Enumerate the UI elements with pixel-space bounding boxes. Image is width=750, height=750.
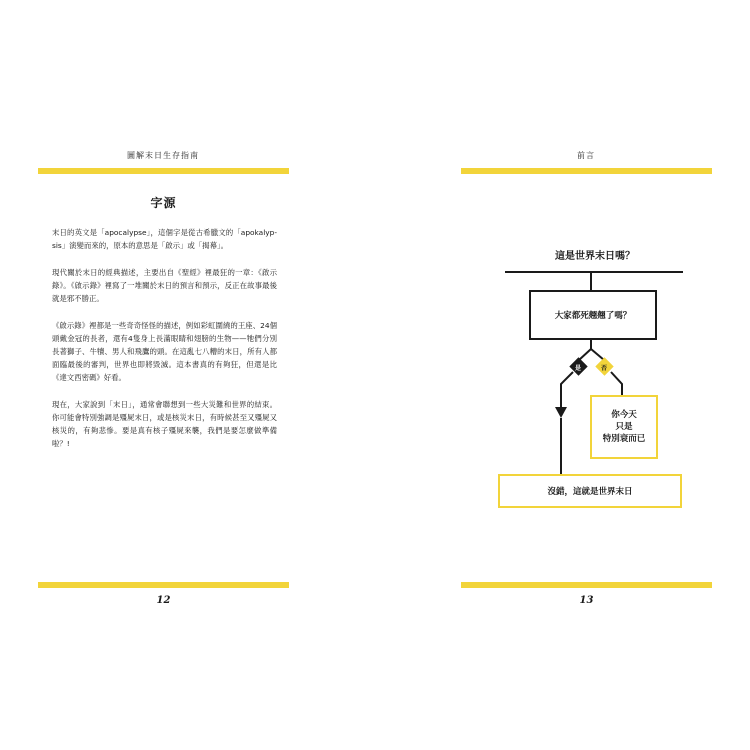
flowchart-box-unlucky: 你今天 只是 特別衰而已 <box>590 395 658 459</box>
paragraph-1: 末日的英文是「apocalypse」，這個字是從古希臘文的「apokalyp-sis」演變而來的，原本的意思是「啟示」或「揭幕」。 <box>52 228 277 250</box>
paragraph-3: 《啟示錄》裡都是一些奇奇怪怪的描述，例如彩虹圍繞的王座、24個頭戴金冠的長者，還有4隻身上長滿眼睛和翅膀的生物——牠們分別長著獅子、牛犢、男人和飛鷹的頭。在這亂七八糟的末日，所有人都面臨最後的審判，世界也即將毀滅。這本書真的有夠狂，但還是比《達文西密碼》好看。 <box>52 321 277 382</box>
yes-label: 是 <box>574 365 581 372</box>
body-text <box>52 226 277 464</box>
section-title: 字源 <box>150 196 177 210</box>
no-label: 否 <box>600 365 607 372</box>
flowchart-question: 這是世界末日嗎？ <box>555 251 635 262</box>
paragraph-4: 現在，大家說到「末日」，通常會聯想到一些大災難和世界的結束。你可能會特別強調是殭屍末日，或是核災末日，有時候甚至又殭屍又核災的，有夠悲慘。要是真有核子殭屍來襲，我們是要怎麼做準備啦？! <box>52 400 277 448</box>
connector-line <box>611 372 622 395</box>
connector-line <box>561 372 573 407</box>
connector-line <box>579 349 591 360</box>
bottom-rule-left <box>38 582 289 588</box>
flowchart-connectors <box>375 0 750 750</box>
page-number-right: 13 <box>579 595 594 606</box>
flowchart-box-apocalypse: 沒錯，這就是世界末日 <box>498 474 682 508</box>
paragraph-2: 現代關於末日的經典描述，主要出自《聖經》裡最狂的一章：《啟示錄》。《啟示錄》裡寫了一堆關於末日的預言和預示，反正在故事最後就是邪不勝正。 <box>52 268 277 303</box>
right-page <box>375 0 750 750</box>
running-head-right: 前言 <box>577 151 595 160</box>
arrow-down-icon <box>555 407 567 418</box>
running-head-left: 圖解末日生存指南 <box>127 151 199 160</box>
flowchart-box-dead: 大家都死翹翹了嗎？ <box>529 290 657 340</box>
top-rule-left <box>38 168 289 174</box>
page-number-left: 12 <box>156 595 171 606</box>
bottom-rule-right <box>461 582 712 588</box>
